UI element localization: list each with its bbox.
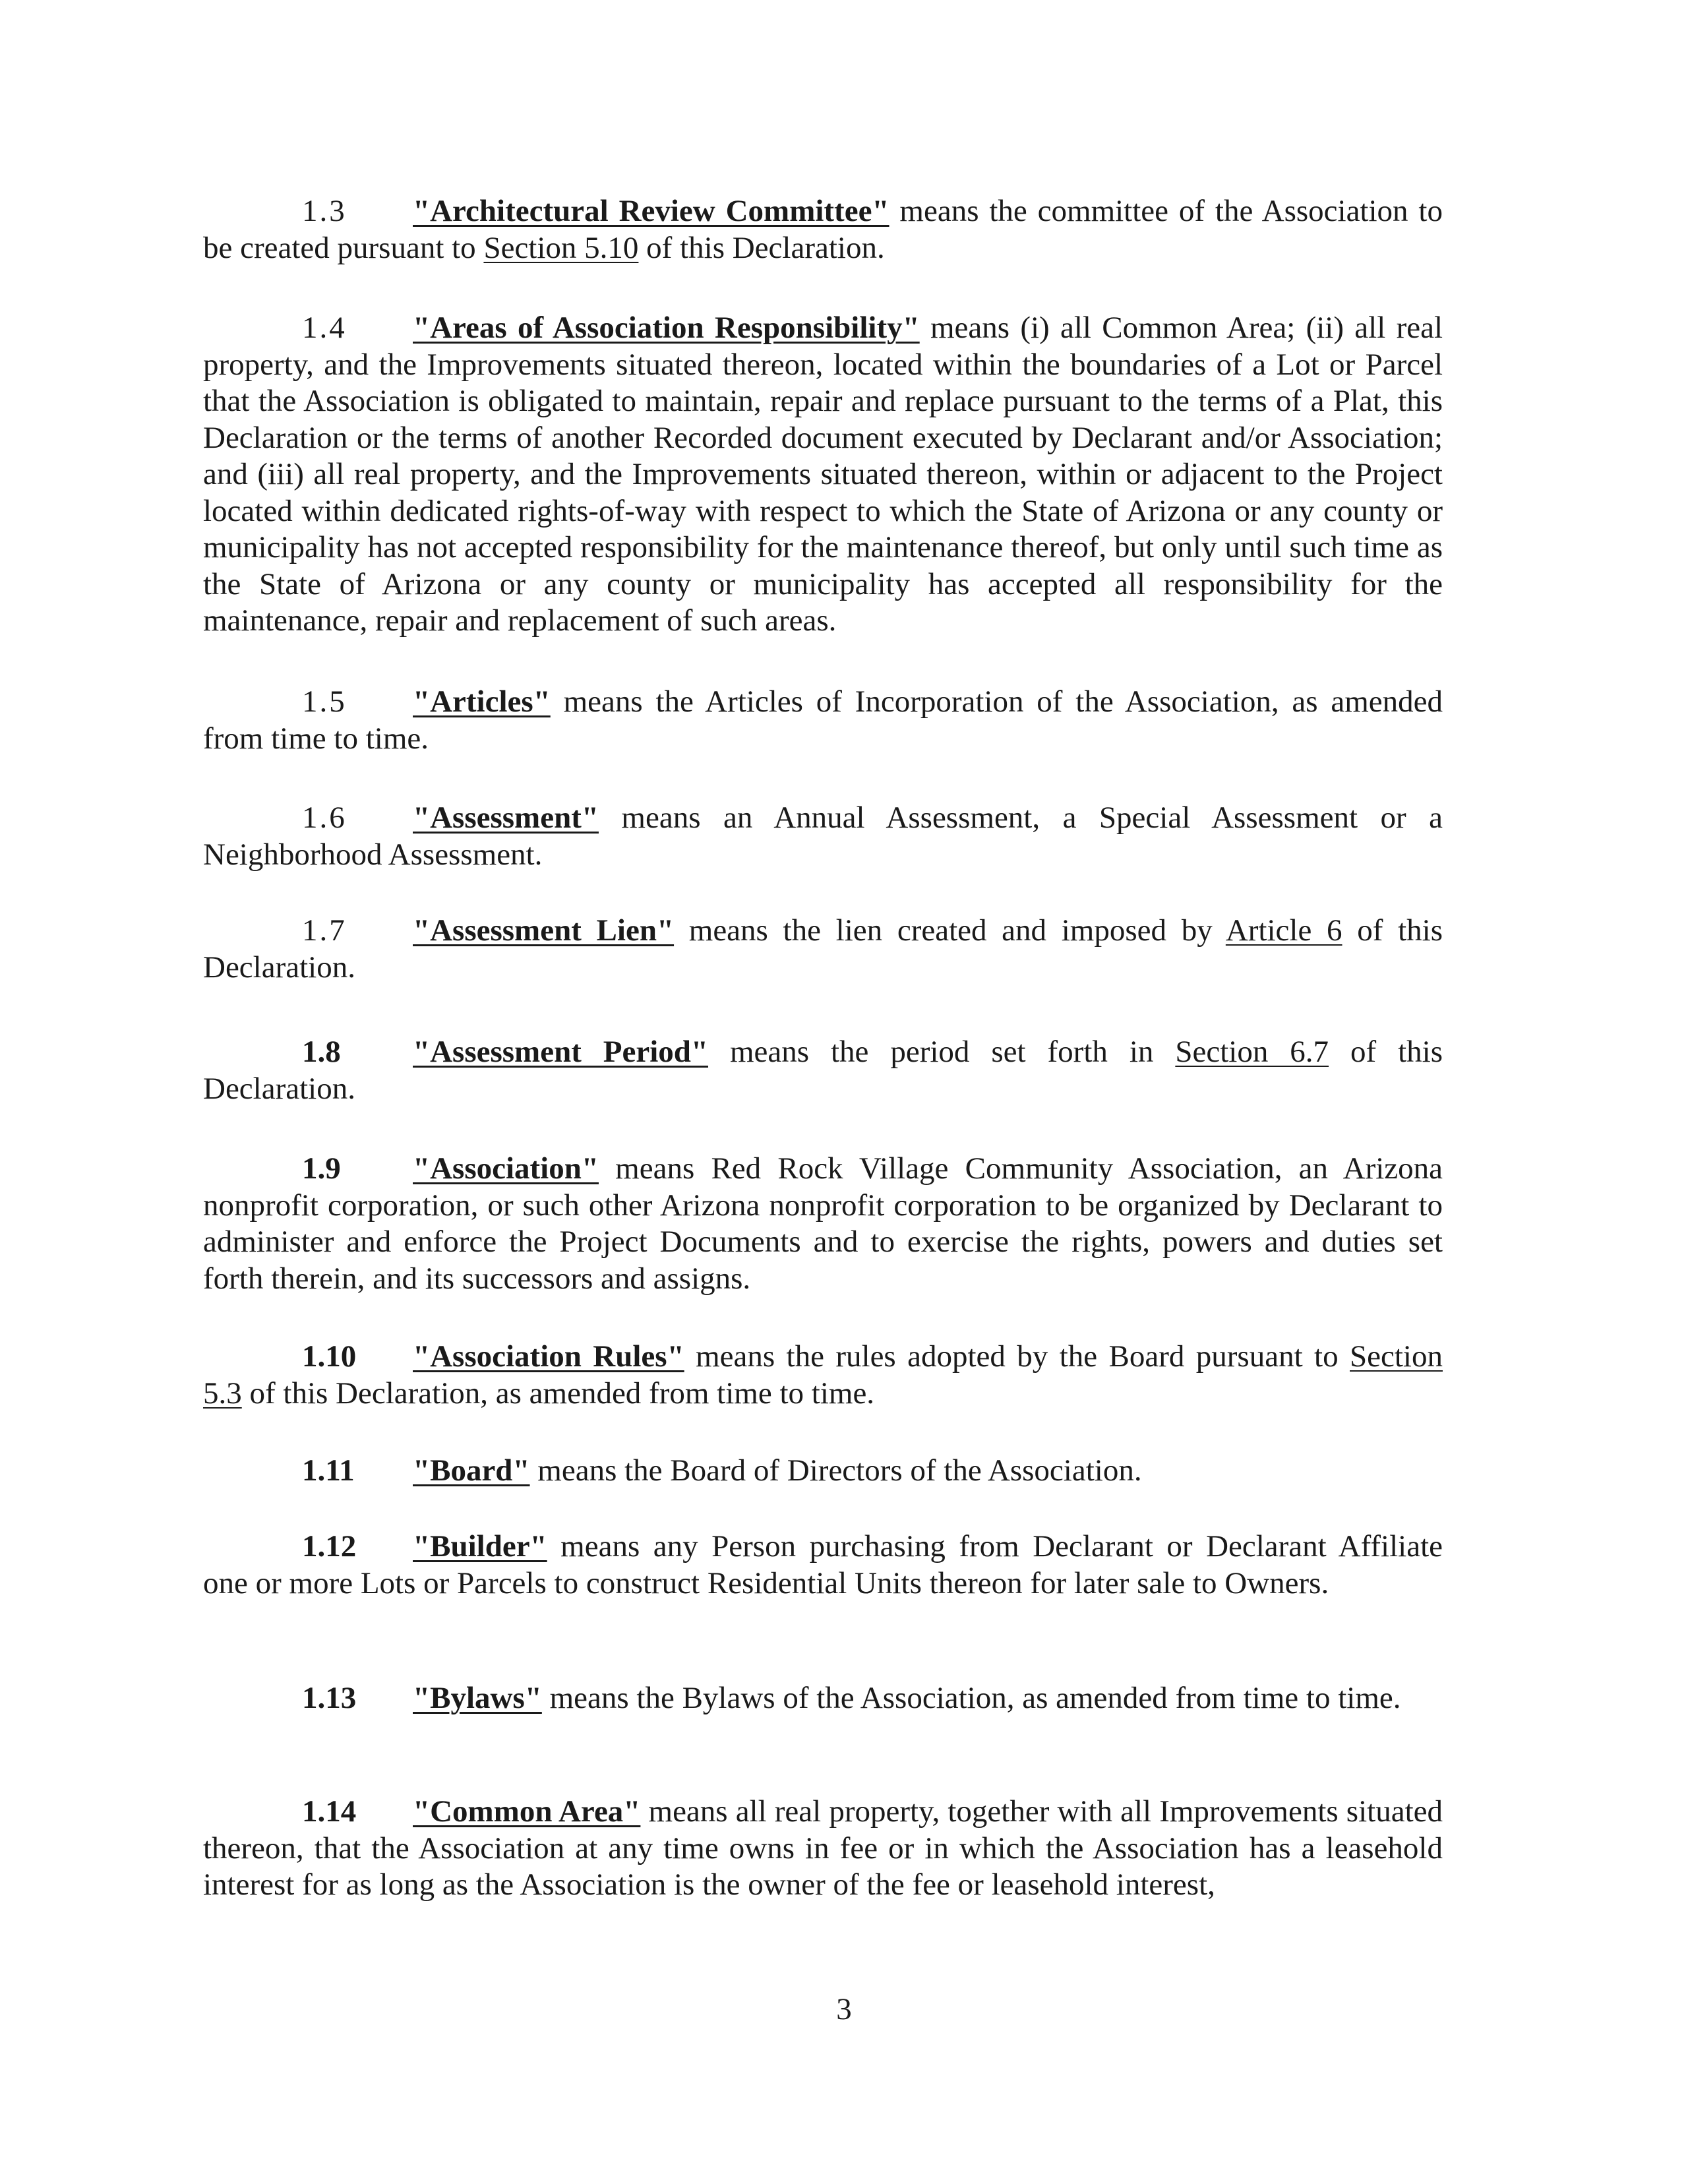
- definition-1-14: [203, 1794, 1443, 1904]
- definition-text: means the lien created and imposed by: [674, 913, 1226, 948]
- definition-1-9: [203, 1151, 1443, 1297]
- definition-1-11: [203, 1453, 1443, 1490]
- definition-text: means the Board of Directors of the Association.: [529, 1453, 1142, 1488]
- definition-text: means the committee of the Association to be created pursuant to: [203, 194, 1443, 265]
- article-reference: Article 6: [1225, 913, 1342, 948]
- definition-text: means the Bylaws of the Association, as amended from time to time.: [541, 1681, 1401, 1715]
- section-number: 1.6: [302, 801, 347, 835]
- definition-text: means (i) all Common Area; (ii) all real property, and the Improvements situated thereon, located within the boundaries of a Lot or Parcel that the Association is obligated to maintain, repair and replace pursuant to the terms of a Plat, this Declaration or the terms of another Recorded document executed by Declarant and/or Association; and (iii) all real property, and the Improvements situated thereon, within or adjacent to the Project located within dedicated rights-of-way with respect to which the State of Arizona or any county or municipality has not accepted responsibility for the maintenance thereof, but only until such time as the State of Arizona or any county or municipality has accepted all responsibility for the maintenance, repair and replacement of such areas.: [203, 311, 1443, 638]
- section-reference: Section 6.7: [1175, 1035, 1329, 1069]
- definition-text: of this Declaration.: [203, 1035, 1443, 1106]
- definition-text: means the rules adopted by the Board pursuant to: [684, 1339, 1350, 1374]
- definition-1-13: [203, 1680, 1443, 1717]
- defined-term: "Bylaws": [413, 1681, 542, 1715]
- defined-term: "Assessment Period": [413, 1035, 709, 1069]
- section-number: 1.13: [302, 1681, 357, 1715]
- definition-1-5: [203, 684, 1443, 757]
- section-number: 1.7: [302, 913, 347, 948]
- defined-term: "Common Area": [413, 1794, 641, 1829]
- defined-term: "Assessment": [413, 801, 599, 835]
- section-number: 1.10: [302, 1339, 357, 1374]
- defined-term: "Association": [413, 1151, 599, 1186]
- definition-text: means Red Rock Village Community Association, an Arizona nonprofit corporation, or such other Arizona nonprofit corporation to be organized by Declarant to administer and enforce the Project Documents and to exercise the rights, powers and duties set forth therein, and its successors and assigns.: [203, 1151, 1443, 1296]
- definition-text: means all real property, together with all Improvements situated thereon, that the Association at any time owns in fee or in which the Association has a leasehold interest for as long as the Association is the owner of the fee or leasehold interest,: [203, 1794, 1443, 1902]
- definition-1-10: [203, 1339, 1443, 1412]
- section-number: 1.12: [302, 1529, 357, 1563]
- definition-text: of this Declaration.: [638, 230, 885, 265]
- definition-1-3: [203, 193, 1443, 266]
- definition-text: means the Articles of Incorporation of the Association, as amended from time to time.: [203, 684, 1443, 756]
- definition-text: means any Person purchasing from Declarant or Declarant Affiliate one or more Lots or Parcels to construct Residential Units thereon for later sale to Owners.: [203, 1529, 1443, 1600]
- definition-text: of this Declaration, as amended from time to time.: [241, 1376, 875, 1410]
- defined-term: "Assessment Lien": [413, 913, 675, 948]
- defined-term: "Articles": [413, 684, 551, 719]
- section-number: 1.3: [302, 194, 347, 228]
- definition-1-6: [203, 800, 1443, 873]
- section-reference: Section 5.10: [483, 230, 639, 265]
- definition-1-8: [203, 1034, 1443, 1107]
- section-number: 1.11: [302, 1453, 355, 1488]
- section-number: 1.4: [302, 311, 347, 345]
- section-number: 1.9: [302, 1151, 341, 1186]
- defined-term: "Board": [413, 1453, 530, 1488]
- definition-1-12: [203, 1529, 1443, 1602]
- defined-term: "Association Rules": [413, 1339, 684, 1374]
- definition-text: of this Declaration.: [203, 913, 1443, 985]
- defined-term: "Builder": [413, 1529, 547, 1563]
- definition-text: means the period set forth in: [708, 1035, 1176, 1069]
- section-reference: Section 5.3: [203, 1339, 1443, 1410]
- defined-term: "Architectural Review Committee": [413, 194, 889, 228]
- defined-term: "Areas of Association Responsibility": [413, 311, 920, 345]
- definition-1-4: [203, 310, 1443, 640]
- page-number: 3: [836, 1992, 852, 2026]
- definition-1-7: [203, 913, 1443, 986]
- section-number: 1.14: [302, 1794, 357, 1829]
- definition-text: means an Annual Assessment, a Special Assessment or a Neighborhood Assessment.: [203, 801, 1443, 872]
- section-number: 1.5: [302, 684, 347, 719]
- section-number: 1.8: [302, 1035, 341, 1069]
